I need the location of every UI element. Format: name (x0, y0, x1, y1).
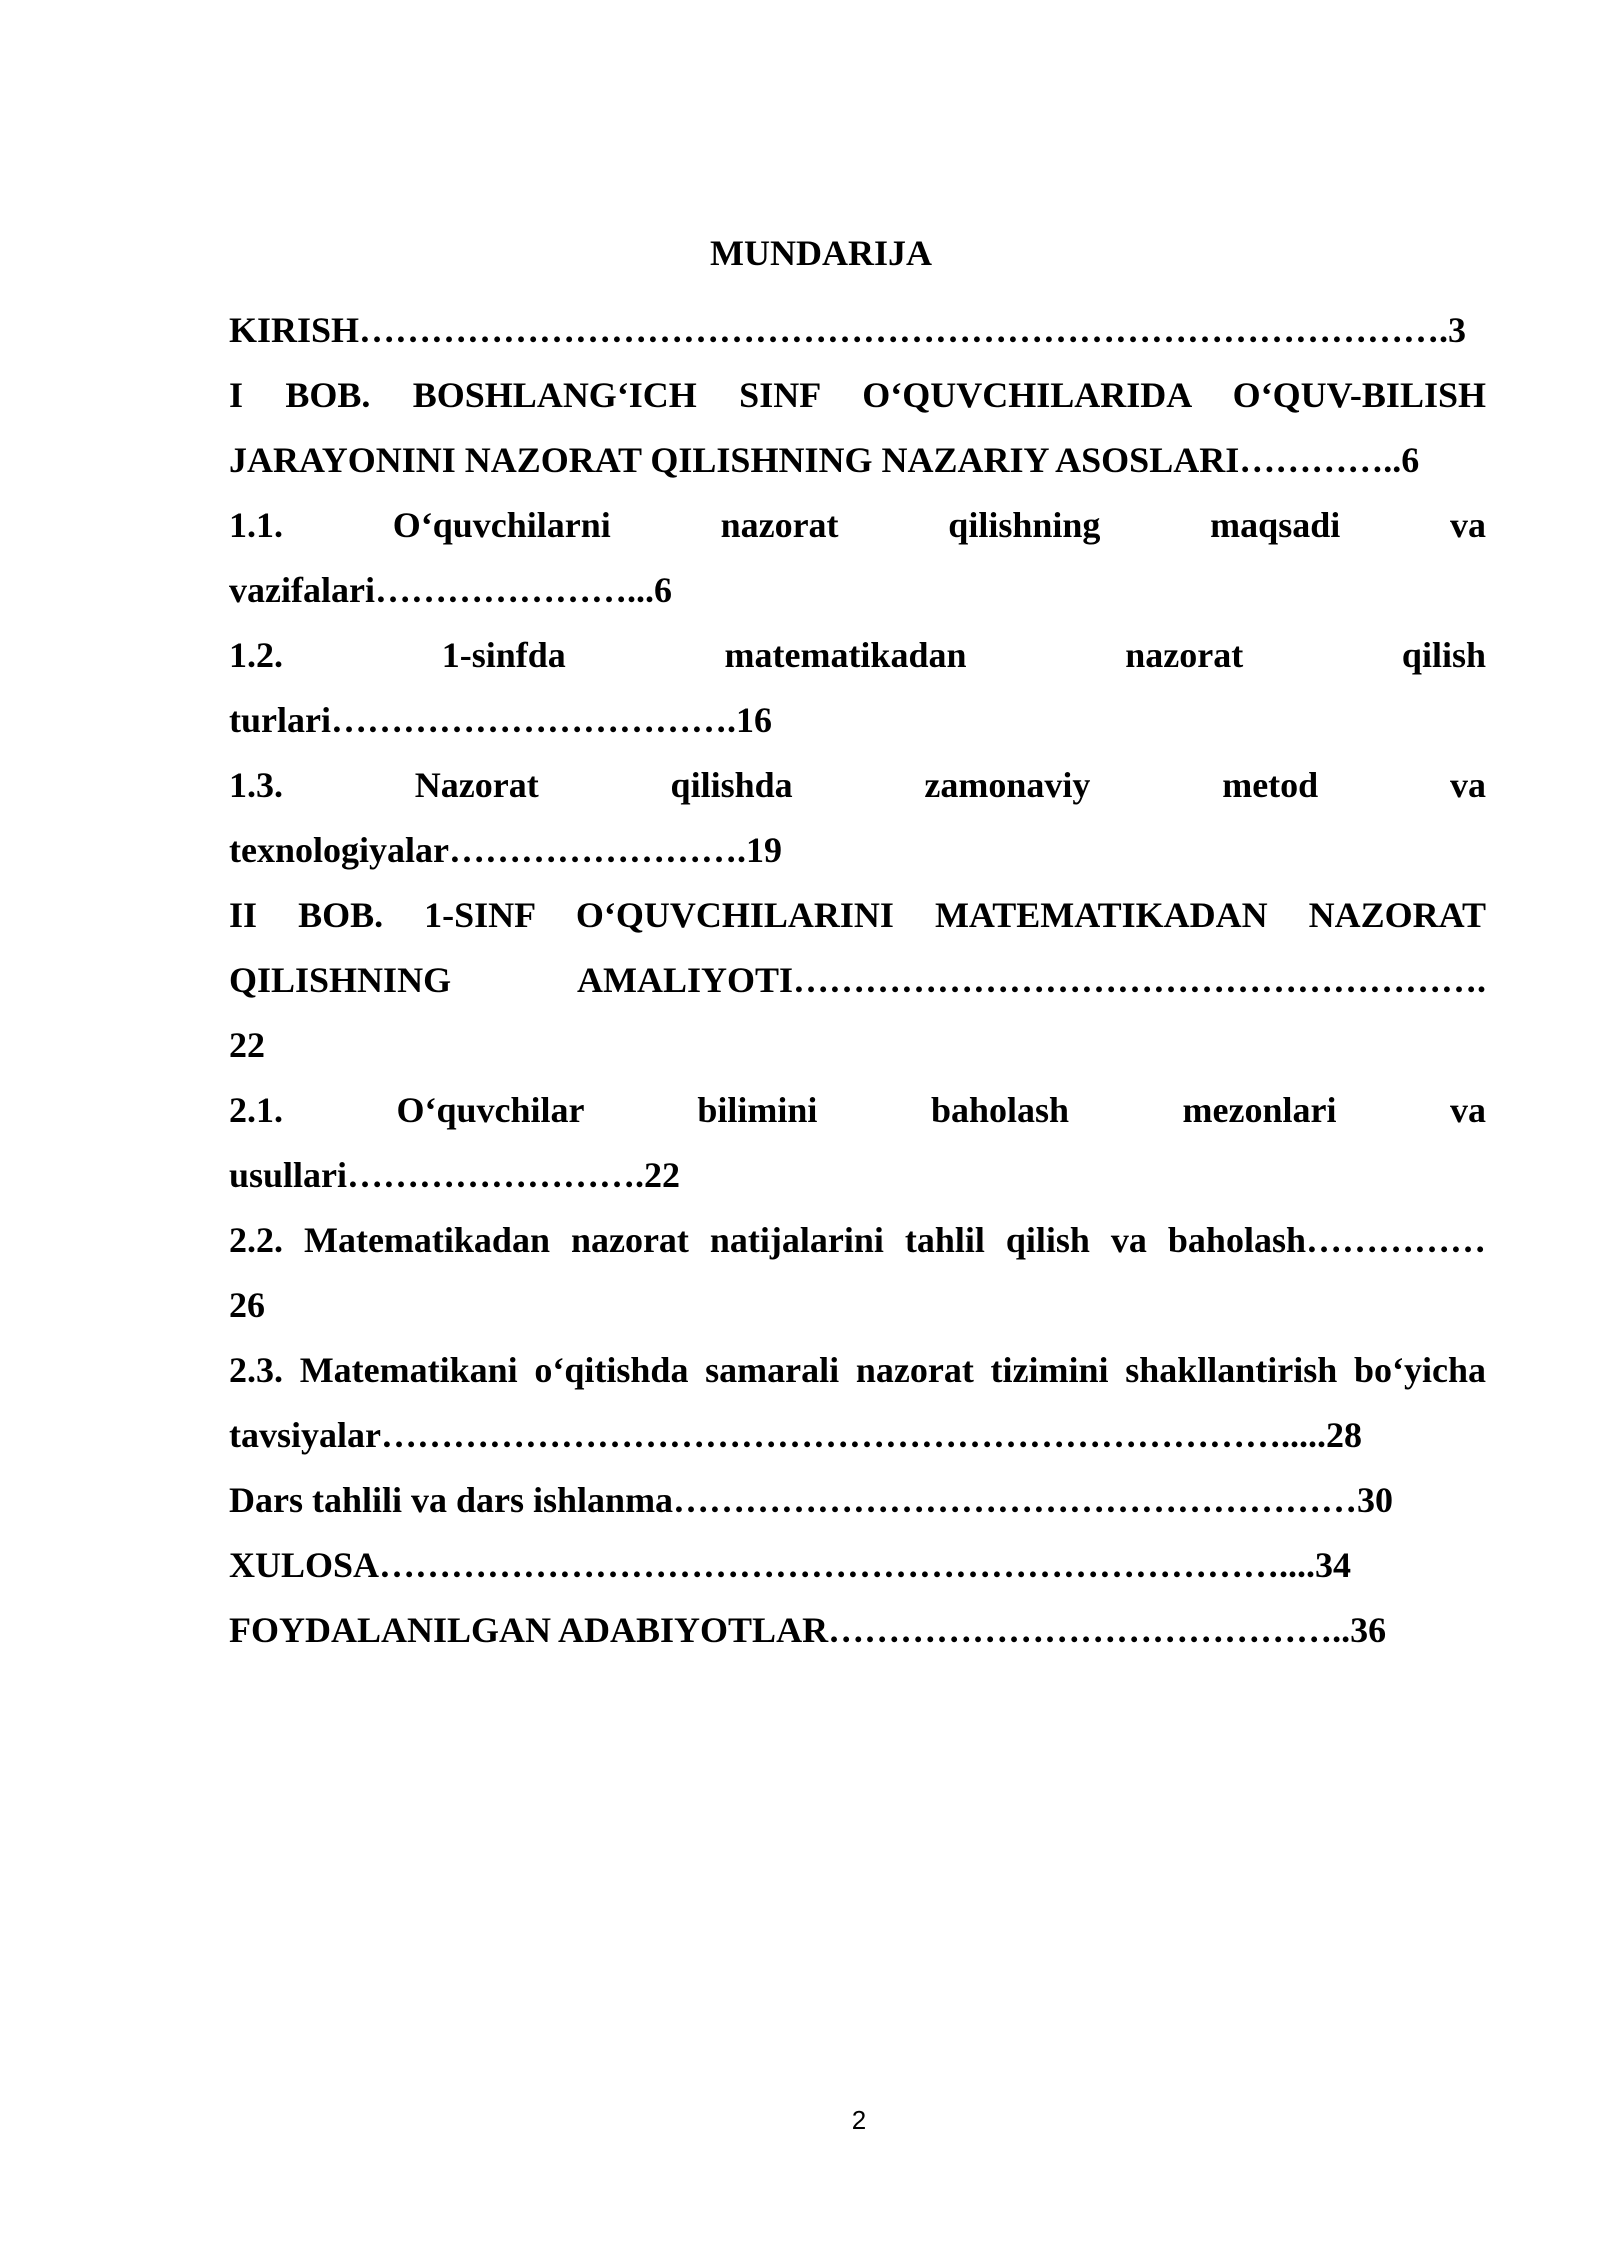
toc-entry-1-2-line-2: turlari…………………………….16 (229, 700, 772, 740)
toc-entry-chapter-2-line-1: II BOB. 1-SINF O‘QUVCHILARINI MATEMATIKADAN NAZORAT (229, 895, 1486, 935)
table-of-contents (229, 298, 1486, 1663)
toc-entry-2-3-line-1: 2.3. Matematikani o‘qitishda samarali nazorat tizimini shakllantirish bo‘yicha (229, 1350, 1486, 1390)
toc-entry-chapter-2-line-3: 22 (229, 1025, 265, 1065)
toc-entry-1-1-line-2: vazifalari…………………...6 (229, 570, 672, 610)
toc-entry-xulosa: XULOSA…………………………………………………………………....34 (229, 1545, 1352, 1585)
toc-entry-1-3-line-2: texnologiyalar…………………….19 (229, 830, 782, 870)
toc-entry-chapter-2-line-2: QILISHNING AMALIYOTI…………………………………………………. (229, 960, 1486, 1000)
toc-entry-chapter-1-line-1: I BOB. BOSHLANG‘ICH SINF O‘QUVCHILARIDA O‘QUV-BILISH (229, 375, 1486, 415)
toc-entry-2-2-line-2: 26 (229, 1285, 265, 1325)
page-number: 2 (851, 2105, 867, 2135)
toc-entry-2-2-line-1: 2.2. Matematikadan nazorat natijalarini tahlil qilish va baholash…………… (229, 1220, 1486, 1260)
toc-entry-2-1-line-1: 2.1. O‘quvchilar bilimini baholash mezonlari va (229, 1090, 1486, 1130)
toc-title: MUNDARIJA (710, 233, 932, 273)
toc-entry-kirish: KIRISH……………………………………………………………………………….3 (229, 310, 1467, 350)
toc-entry-dars-tahlili: Dars tahlili va dars ishlanma…………………………………………………30 (229, 1480, 1394, 1520)
toc-entry-1-3-line-1: 1.3. Nazorat qilishda zamonaviy metod va (229, 765, 1486, 805)
toc-entry-1-2-line-1: 1.2. 1-sinfda matematikadan nazorat qilish (229, 635, 1486, 675)
toc-entry-adabiyotlar: FOYDALANILGAN ADABIYOTLAR……………………………………..36 (229, 1610, 1387, 1650)
toc-entry-2-3-line-2: tavsiyalar………………………………………………………………….....28 (229, 1415, 1362, 1455)
toc-entry-2-1-line-2: usullari…………………….22 (229, 1155, 681, 1195)
toc-entry-chapter-1-line-2: JARAYONINI NAZORAT QILISHNING NAZARIY ASOSLARI…………..6 (229, 440, 1420, 480)
toc-entry-1-1-line-1: 1.1. O‘quvchilarni nazorat qilishning maqsadi va (229, 505, 1486, 545)
